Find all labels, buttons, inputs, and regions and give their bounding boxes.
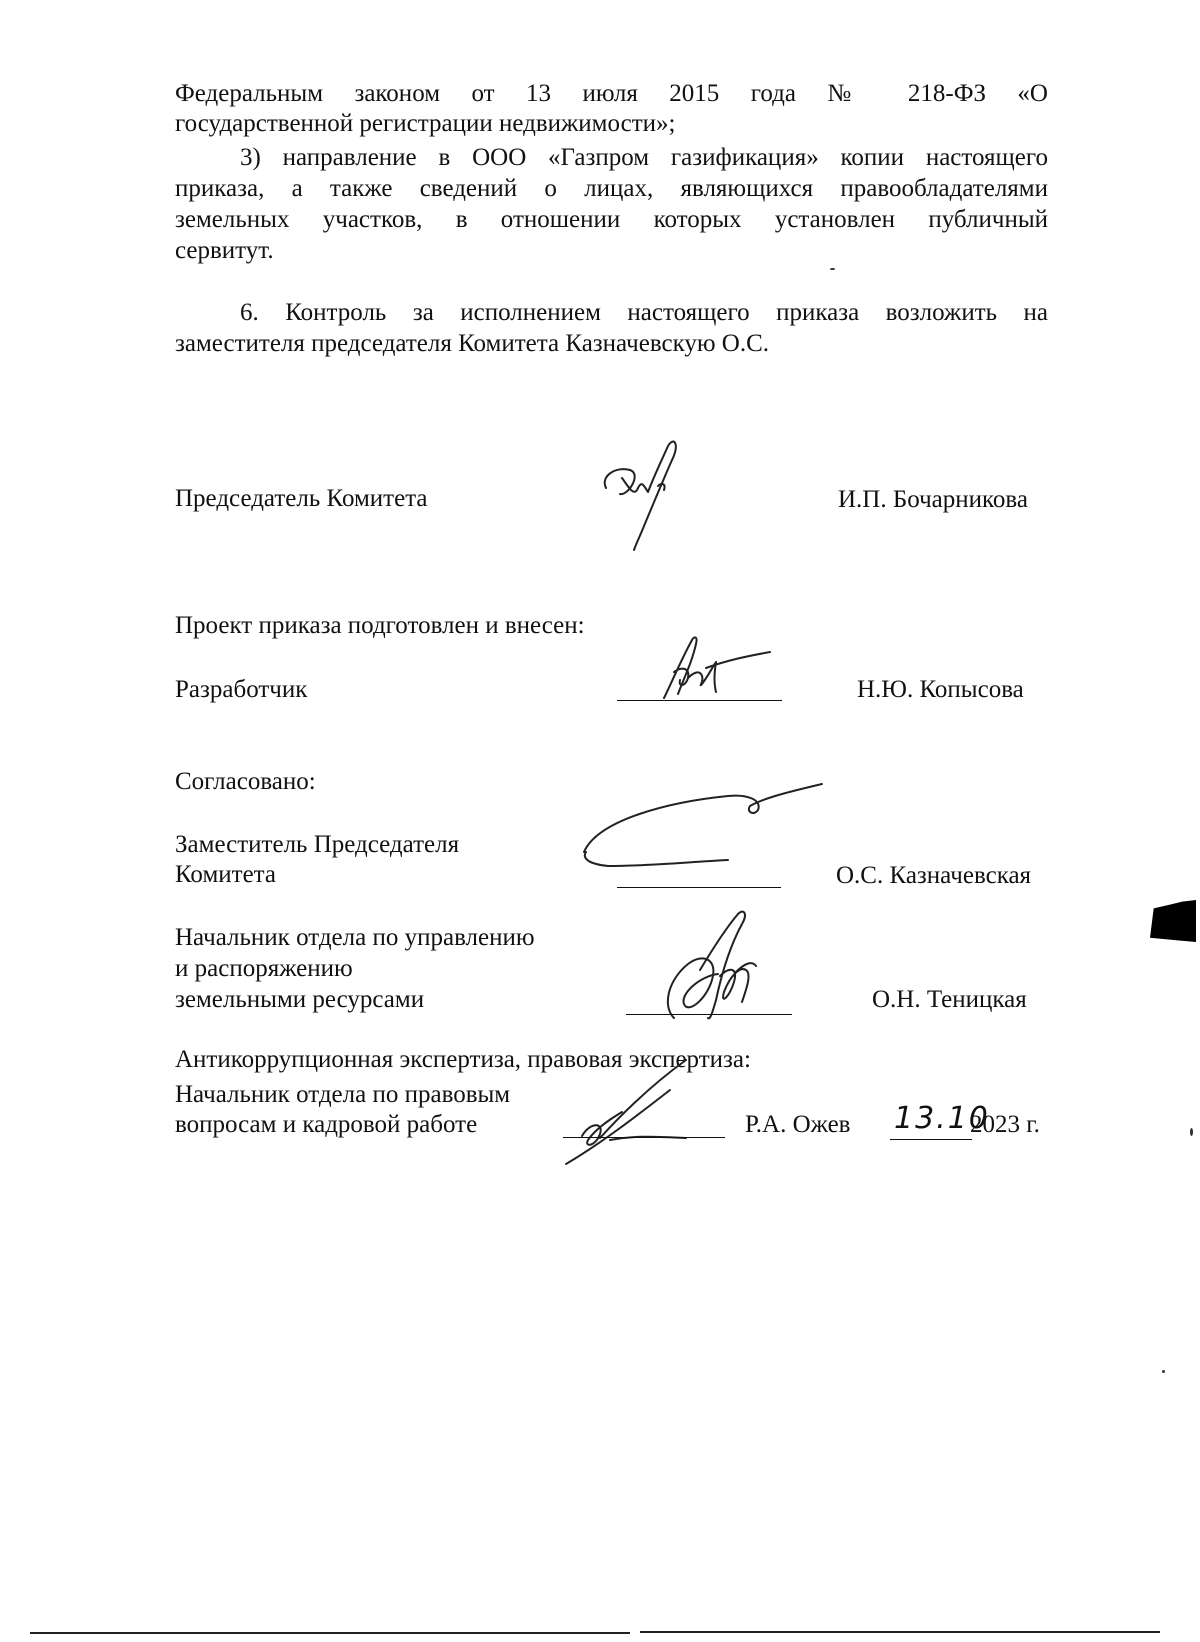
land-head-name: О.Н. Теницкая (872, 986, 1027, 1013)
item3-line-3: земельных участков, в отношении которых установлен публичный (175, 206, 1048, 233)
item3-line-4: сервитут. (175, 237, 274, 264)
deputy-position-line-2: Комитета (175, 861, 277, 888)
chairman-signature-icon (598, 436, 688, 556)
legal-head-signature-icon (560, 1056, 700, 1166)
para5-line-1: Федеральным законом от 13 июля 2015 года № 218-ФЗ «О (175, 80, 1048, 107)
item3-line-1: 3) направление в ООО «Газпром газификация» копии настоящего (240, 144, 1048, 171)
para6-line-2: заместителя председателя Комитета Казначевскую О.С. (175, 330, 770, 357)
scan-blot-icon (1150, 900, 1196, 942)
scan-speck-icon (1190, 1128, 1193, 1136)
item3-line-2: приказа, а также сведений о лицах, являющихся правообладателями (175, 175, 1048, 202)
bottom-edge-line-right (640, 1631, 1160, 1633)
legal-head-name: Р.А. Ожев (745, 1111, 851, 1138)
legal-head-position-line-2: вопросам и кадровой работе (175, 1111, 478, 1138)
deputy-signature-icon (578, 780, 828, 870)
land-head-signature-icon (660, 910, 770, 1025)
legal-head-date-suffix: 2023 г. (970, 1111, 1040, 1138)
bottom-edge-line-left (30, 1632, 630, 1634)
land-head-position-line-2: и распоряжению (175, 955, 353, 982)
para5-line-2: государственной регистрации недвижимости»; (175, 110, 676, 137)
land-head-position-line-1: Начальник отдела по управлению (175, 924, 535, 951)
developer-signature-icon (658, 632, 773, 702)
chairman-name: И.П. Бочарникова (838, 486, 1028, 513)
agreed-heading: Согласовано: (175, 768, 316, 795)
scan-dot-icon (1162, 1370, 1165, 1373)
deputy-name: О.С. Казначевская (836, 862, 1032, 889)
deputy-position-line-1: Заместитель Председателя (175, 831, 460, 858)
legal-head-date-handwritten: 13.10 (894, 1101, 990, 1136)
legal-head-position-line-1: Начальник отдела по правовым (175, 1081, 511, 1108)
chairman-position: Председатель Комитета (175, 485, 428, 512)
land-head-position-line-3: земельными ресурсами (175, 986, 425, 1013)
expertise-heading: Антикоррупционная экспертиза, правовая экспертиза: (175, 1046, 751, 1073)
developer-name: Н.Ю. Копысова (857, 676, 1024, 703)
prepared-heading: Проект приказа подготовлен и внесен: (175, 612, 585, 639)
para6-line-1: 6. Контроль за исполнением настоящего приказа возложить на (240, 299, 1048, 326)
scan-mark-icon (830, 268, 835, 270)
developer-position: Разработчик (175, 676, 308, 703)
legal-head-date-line (890, 1139, 972, 1140)
deputy-signature-line (617, 887, 781, 888)
land-head-signature-line (626, 1014, 792, 1015)
legal-head-signature-line (563, 1137, 725, 1138)
